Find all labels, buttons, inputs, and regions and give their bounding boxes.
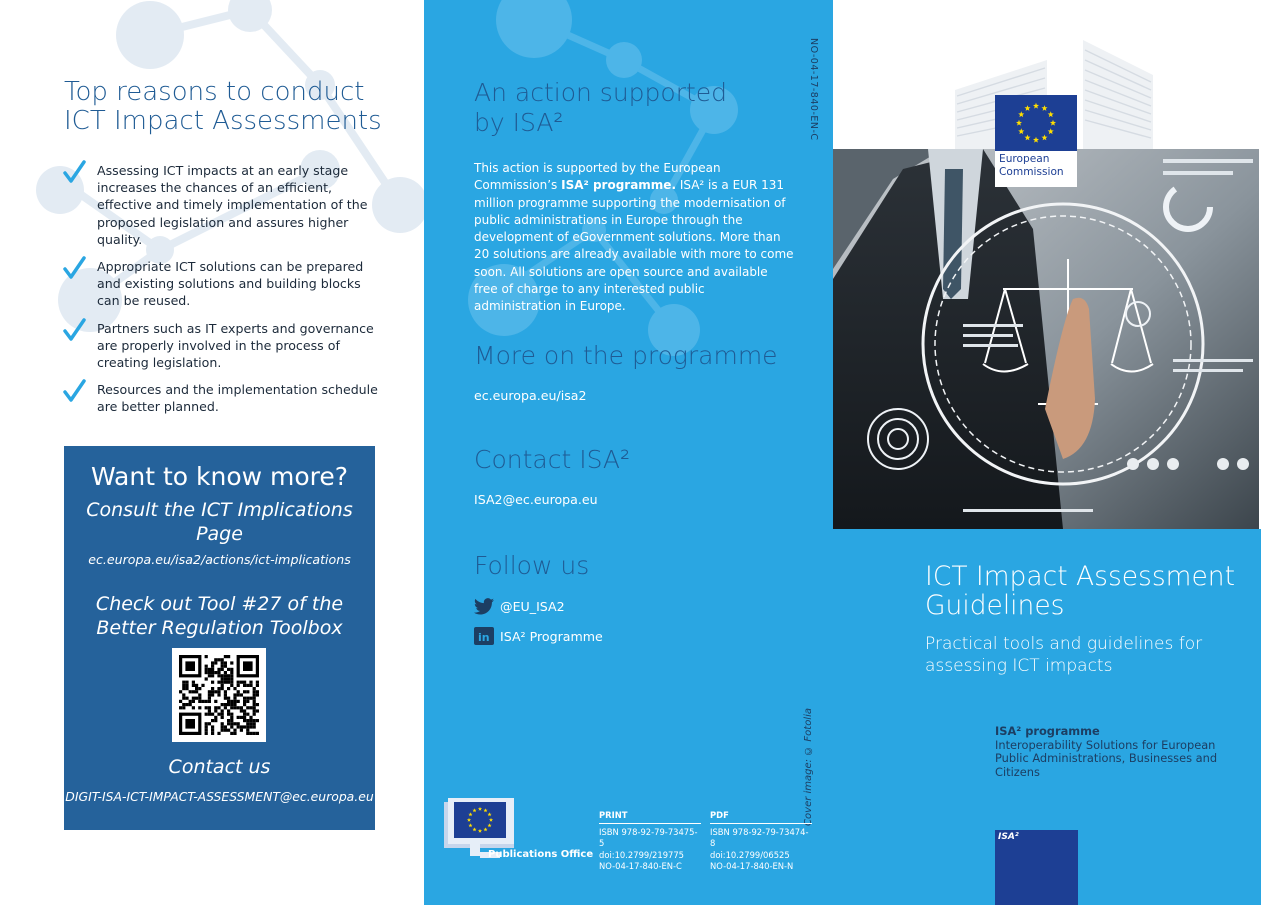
programme-info [995,725,1245,779]
print-doi: doi:10.2799/219775 [599,849,685,860]
pdf-isbn: ISBN 978-92-79-73474-8 [710,826,809,848]
ec-name: European Commission [999,153,1064,178]
pdf-code: NO-04-17-840-EN-N [710,861,794,871]
qr-code[interactable] [172,648,266,742]
linkedin-label: ISA² Programme [500,628,603,644]
isa-badge [995,830,1078,905]
reason-text: Partners such as IT experts and governance are properly involved in the process of creating legislation. [97,320,374,371]
qr-code-icon [172,648,266,742]
cover-credit: Cover image: © Fotolia [803,708,814,826]
linkedin-icon [474,627,494,645]
twitter-link[interactable] [474,598,565,615]
programme-name: ISA² programme [995,724,1100,738]
cover-photo [833,149,1259,529]
print-label: PRINT [599,810,701,824]
catalogue-code: NO-04-17-840-EN-C [808,38,819,141]
isa-email-link[interactable]: ISA2@ec.europa.eu [474,492,598,507]
check-icon [62,379,88,405]
consult-text: Consult the ICT Implications Page [86,499,353,545]
programme-link[interactable]: ec.europa.eu/isa2 [474,388,587,403]
document-subtitle: Practical tools and guidelines for assessing ICT impacts [925,634,1203,676]
pdf-label: PDF [710,810,812,824]
isa-badge-label: ISA² [998,832,1019,842]
panel-middle [424,0,833,905]
reason-item [62,320,382,372]
pdf-doi: doi:10.2799/06525 [710,849,790,860]
check-icon [62,256,88,282]
twitter-handle: @EU_ISA2 [500,599,565,614]
twitter-icon [474,598,494,615]
eu-flag-icon [995,95,1077,151]
document-title: ICT Impact Assessment Guidelines [925,561,1235,621]
toolbox-text: Check out Tool #27 of the Better Regulation Toolbox [95,593,344,639]
reason-text: Assessing ICT impacts at an early stage increases the chances of an efficient, effective and timely implementation of the proposed legislation and assures higher quality. [97,163,368,247]
description-bold: ISA² programme. [561,178,676,193]
panel-right [833,0,1261,905]
description-rest: ISA² is a EUR 131 million programme supporting the modernisation of public administrations in Europe through the development of eGovernment solutions. More than 20 solutions are already available with more to come soon. All solutions are open source and available free of charge to any interested public administration in Europe. [474,178,794,314]
reasons-list [62,162,382,426]
pdf-info [710,810,812,873]
european-commission-logo [995,95,1077,187]
linkedin-link[interactable] [474,627,603,645]
more-heading: More on the programme [474,341,778,370]
check-icon [62,318,88,344]
contact-isa-heading: Contact ISA² [474,445,631,474]
print-isbn: ISBN 978-92-79-73475-5 [599,826,698,848]
contact-heading: Contact us [168,756,271,778]
ict-implications-link[interactable]: ec.europa.eu/isa2/actions/ict-implications [88,552,351,567]
print-code: NO-04-17-840-EN-C [599,861,682,871]
description-intro: This action is supported by the European Commission’s [474,161,721,193]
check-icon [62,160,88,186]
action-heading: An action supported by ISA² [474,78,728,137]
contact-email-link[interactable]: DIGIT-ISA-ICT-IMPACT-ASSESSMENT@ec.europa.eu [65,789,374,804]
reason-text: Resources and the implementation schedule are better planned. [97,382,378,415]
publisher-name: Publications Office [488,849,594,860]
reasons-title: Top reasons to conduct ICT Impact Assessments [64,77,382,136]
programme-desc: Interoperability Solutions for European Public Administrations, Businesses and Citizens [995,737,1218,779]
reason-item [62,381,382,415]
info-box [64,446,375,830]
reason-item [62,162,382,248]
programme-description [474,160,794,316]
print-info [599,810,701,873]
reason-item [62,258,382,310]
follow-heading: Follow us [474,551,590,580]
svg-text:in: in [478,631,490,644]
reason-text: Appropriate ICT solutions can be prepared and existing solutions and building blocks can be reused. [97,259,364,309]
panel-left [0,0,424,905]
info-heading: Want to know more? [90,462,349,491]
